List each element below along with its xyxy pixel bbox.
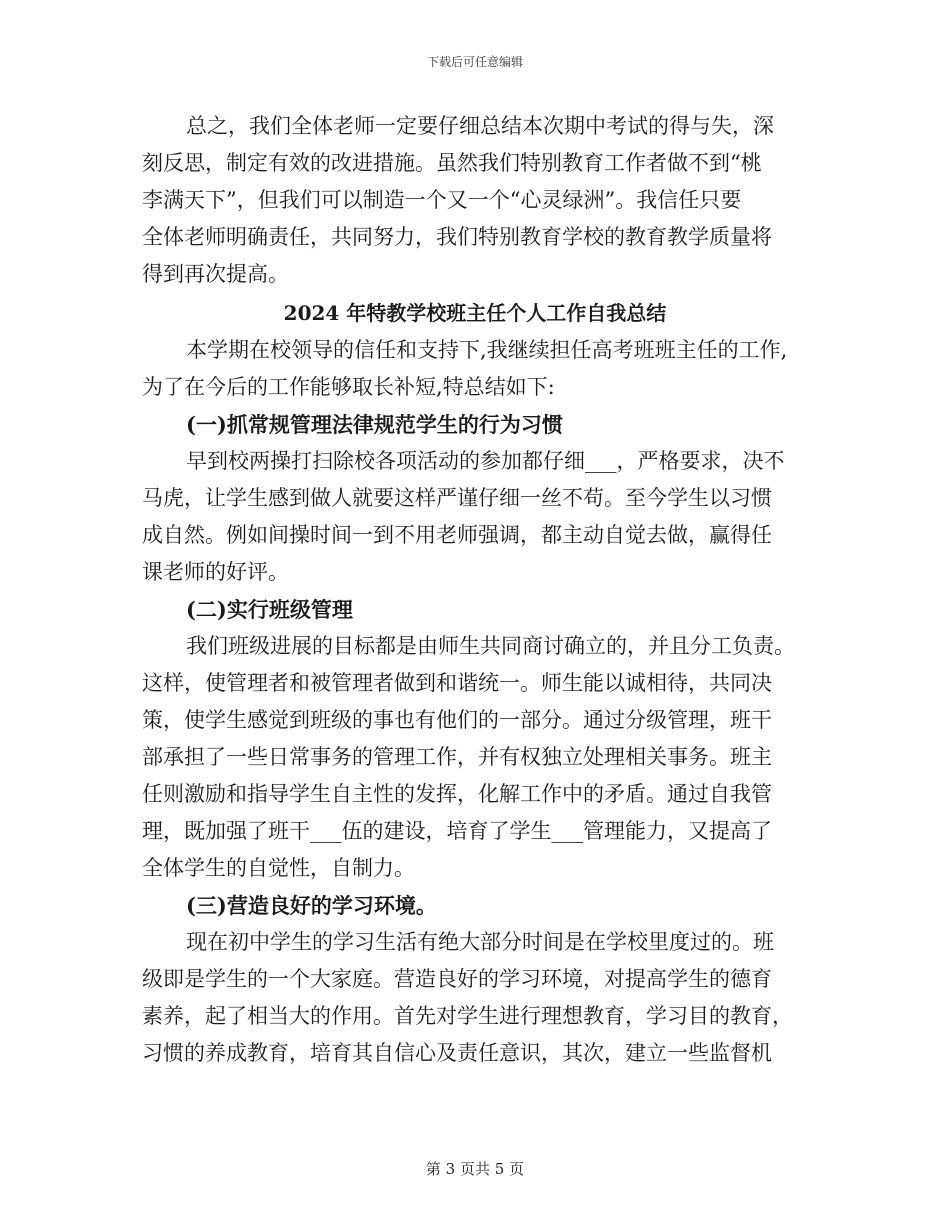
page-number: 第 3 页共 5 页 [425,1160,525,1178]
text-line: 部承担了一些日常事务的管理工作，并有权独立处理相关事务。班主 [142,745,772,769]
text-line: 李满天下”，但我们可以制造一个又一个“心灵绿洲”。我信任只要 [142,188,742,212]
text-line: 全体老师明确责任，共同努力，我们特别教育学校的教育教学质量将 [142,225,772,249]
text-line: 本学期在校领导的信任和支持下,我继续担任高考班班主任的工作, [186,338,788,362]
text-line: 级即是学生的一个大家庭。营造良好的学习环境，对提高学生的德育 [142,967,772,991]
text-line: 策，使学生感觉到班级的事也有他们的一部分。通过分级管理，班干 [142,708,772,732]
paragraph-conclusion [142,108,808,293]
text-line: 我们班级进展的目标都是由师生共同商讨确立的，并且分工负责。 [186,634,795,658]
text-line: 习惯的养成教育，培育其自信心及责任意识，其次，建立一些监督机 [142,1041,772,1065]
document-title: 2024 年特教学校班主任个人工作自我总结 [283,301,667,325]
section-heading: (二)实行班级管理 [186,597,353,622]
document-body [142,108,808,1072]
page-header: 下载后可任意编辑 [426,55,523,69]
text-line: 全体学生的自觉性，自制力。 [142,856,415,880]
section-3 [142,887,808,1072]
text-line: 理，既加强了班干___伍的建设，培育了学生___管理能力，又提高了 [142,819,772,843]
text-line: 这样，使管理者和被管理者做到和谐统一。师生能以诚相待，共同决 [142,671,772,695]
text-line: 刻反思，制定有效的改进措施。虽然我们特别教育工作者做不到“桃 [142,151,762,175]
text-line: 得到再次提高。 [142,262,289,286]
text-line: 成自然。例如间操时间一到不用老师强调，都主动自觉去做，赢得任 [142,523,772,547]
section-1 [142,406,808,591]
text-line: 为了在今后的工作能够取长补短,特总结如下: [142,375,555,399]
text-line: 任则激励和指导学生自主性的发挥，化解工作中的矛盾。通过自我管 [142,782,772,806]
text-line: 现在初中学生的学习生活有绝大部分时间是在学校里度过的。班 [186,930,774,954]
text-line: 马虎，让学生感到做人就要这样严谨仔细一丝不苟。至今学生以习惯 [142,486,772,510]
section-2 [142,591,808,887]
text-line: 素养，起了相当大的作用。首先对学生进行理想教育，学习目的教育， [142,1004,793,1028]
paragraph-intro [142,332,808,406]
text-line: 课老师的好评。 [142,560,289,584]
text-line: 早到校两操打扫除校各项活动的参加都仔细___，严格要求，决不 [186,449,785,473]
section-heading: (一)抓常规管理法律规范学生的行为习惯 [186,412,563,437]
section-heading: (三)营造良好的学习环境。 [186,893,437,918]
text-line: 总之，我们全体老师一定要仔细总结本次期中考试的得与失，深 [186,114,774,138]
